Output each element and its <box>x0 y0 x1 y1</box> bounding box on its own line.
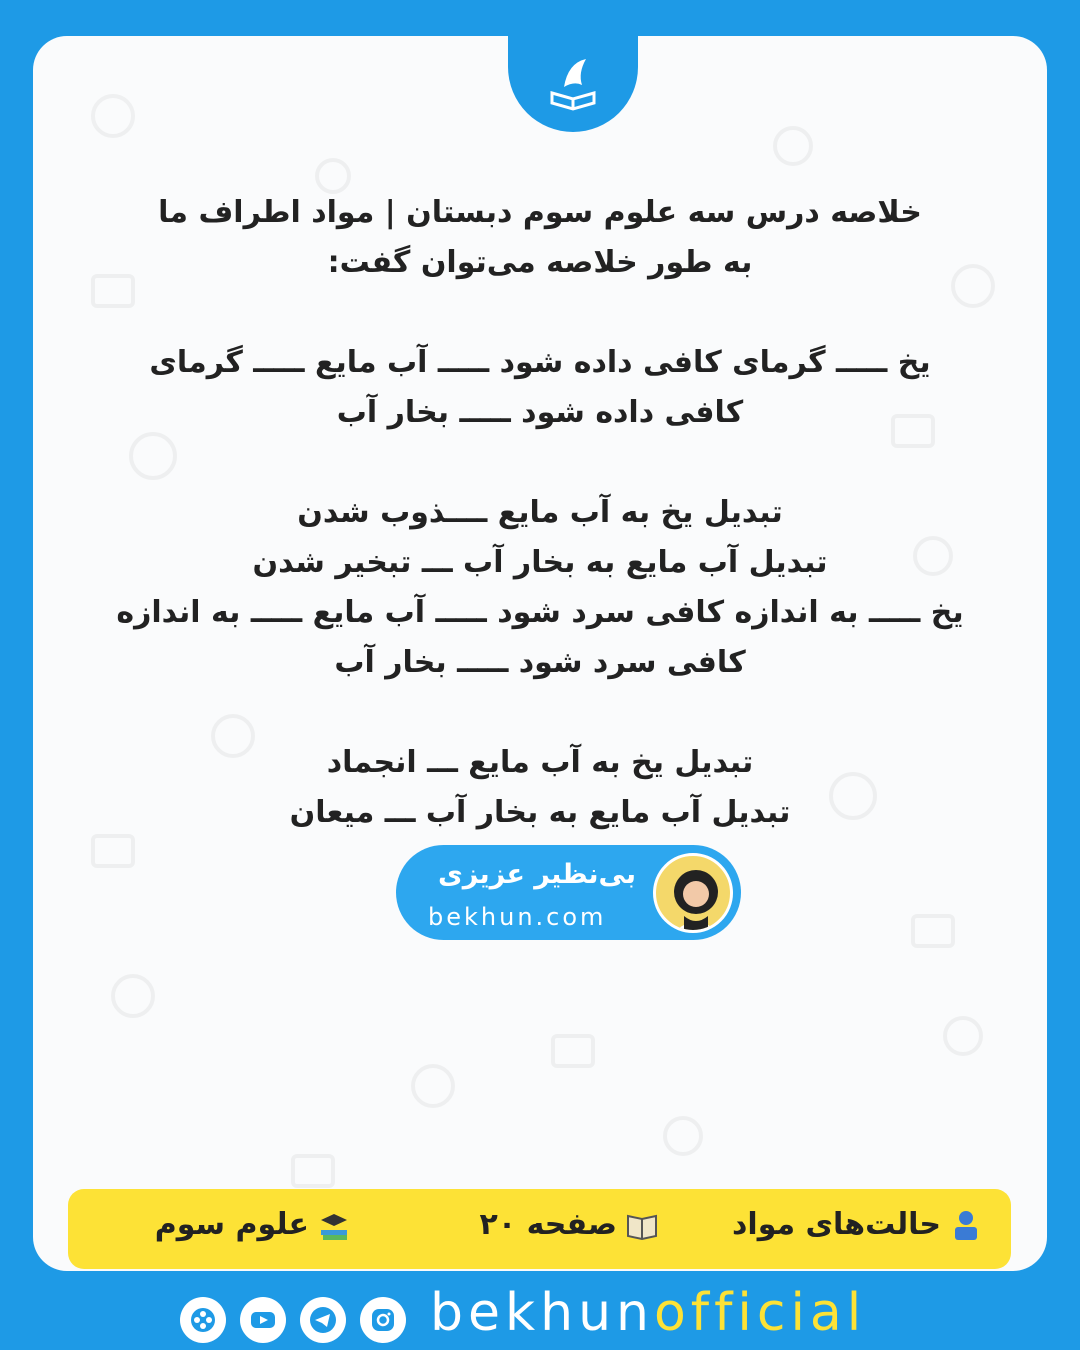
brand-part-1: bekhun <box>430 1283 654 1343</box>
footer-info-bar <box>68 1189 1011 1269</box>
books-graduation-icon <box>317 1208 351 1242</box>
footer-subject-label: علوم سوم <box>154 1207 309 1242</box>
heating-chain-line-1: یخ ـــــ گرمای کافی داده شود ـــــ آب مایع ـــــ گرمای <box>149 345 931 380</box>
definition-condensation: تبدیل آب مایع به بخار آب ـــ میعان <box>289 795 791 830</box>
footer-topic-label: حالت‌های مواد <box>732 1207 941 1242</box>
definition-melting: تبدیل یخ به آب مایع ــــذوب شدن <box>297 495 783 530</box>
definition-evaporation: تبدیل آب مایع به بخار آب ـــ تبخیر شدن <box>252 545 828 580</box>
author-name: بی‌نظیر عزیزی <box>437 859 636 890</box>
author-portrait-icon <box>656 856 733 933</box>
brand-wordmark <box>430 1283 866 1343</box>
footer-subject <box>155 1207 351 1242</box>
avatar <box>653 853 733 933</box>
content-card <box>33 36 1047 1271</box>
footer-page-label: صفحه ۲۰ <box>479 1207 617 1242</box>
author-pill <box>396 845 741 940</box>
instagram-icon[interactable] <box>360 1297 406 1343</box>
social-links <box>180 1290 406 1350</box>
footer-page <box>480 1207 659 1242</box>
footer-topic <box>732 1207 983 1242</box>
telegram-icon[interactable] <box>300 1297 346 1343</box>
definition-freezing: تبدیل یخ به آب مایع ـــ انجماد <box>326 745 754 780</box>
brand-part-2: official <box>653 1283 867 1343</box>
heating-chain-line-2: کافی داده شود ـــــ بخار آب <box>336 395 744 430</box>
summary-title: خلاصه درس سه علوم سوم دبستان | مواد اطراف ما <box>158 195 922 230</box>
book-logo-icon <box>538 49 608 119</box>
open-book-icon <box>625 1208 659 1242</box>
summary-intro: به طور خلاصه می‌توان گفت: <box>327 245 753 280</box>
summary-text <box>73 188 1007 838</box>
author-site[interactable]: bekhun.com <box>428 903 607 931</box>
cooling-chain-line-2: کافی سرد شود ـــــ بخار آب <box>334 645 746 680</box>
teacher-icon <box>949 1208 983 1242</box>
youtube-icon[interactable] <box>240 1297 286 1343</box>
aparat-icon[interactable] <box>180 1297 226 1343</box>
cooling-chain-line-1: یخ ـــــ به اندازه کافی سرد شود ـــــ آب مایع ـــــ به اندازه <box>116 595 964 630</box>
